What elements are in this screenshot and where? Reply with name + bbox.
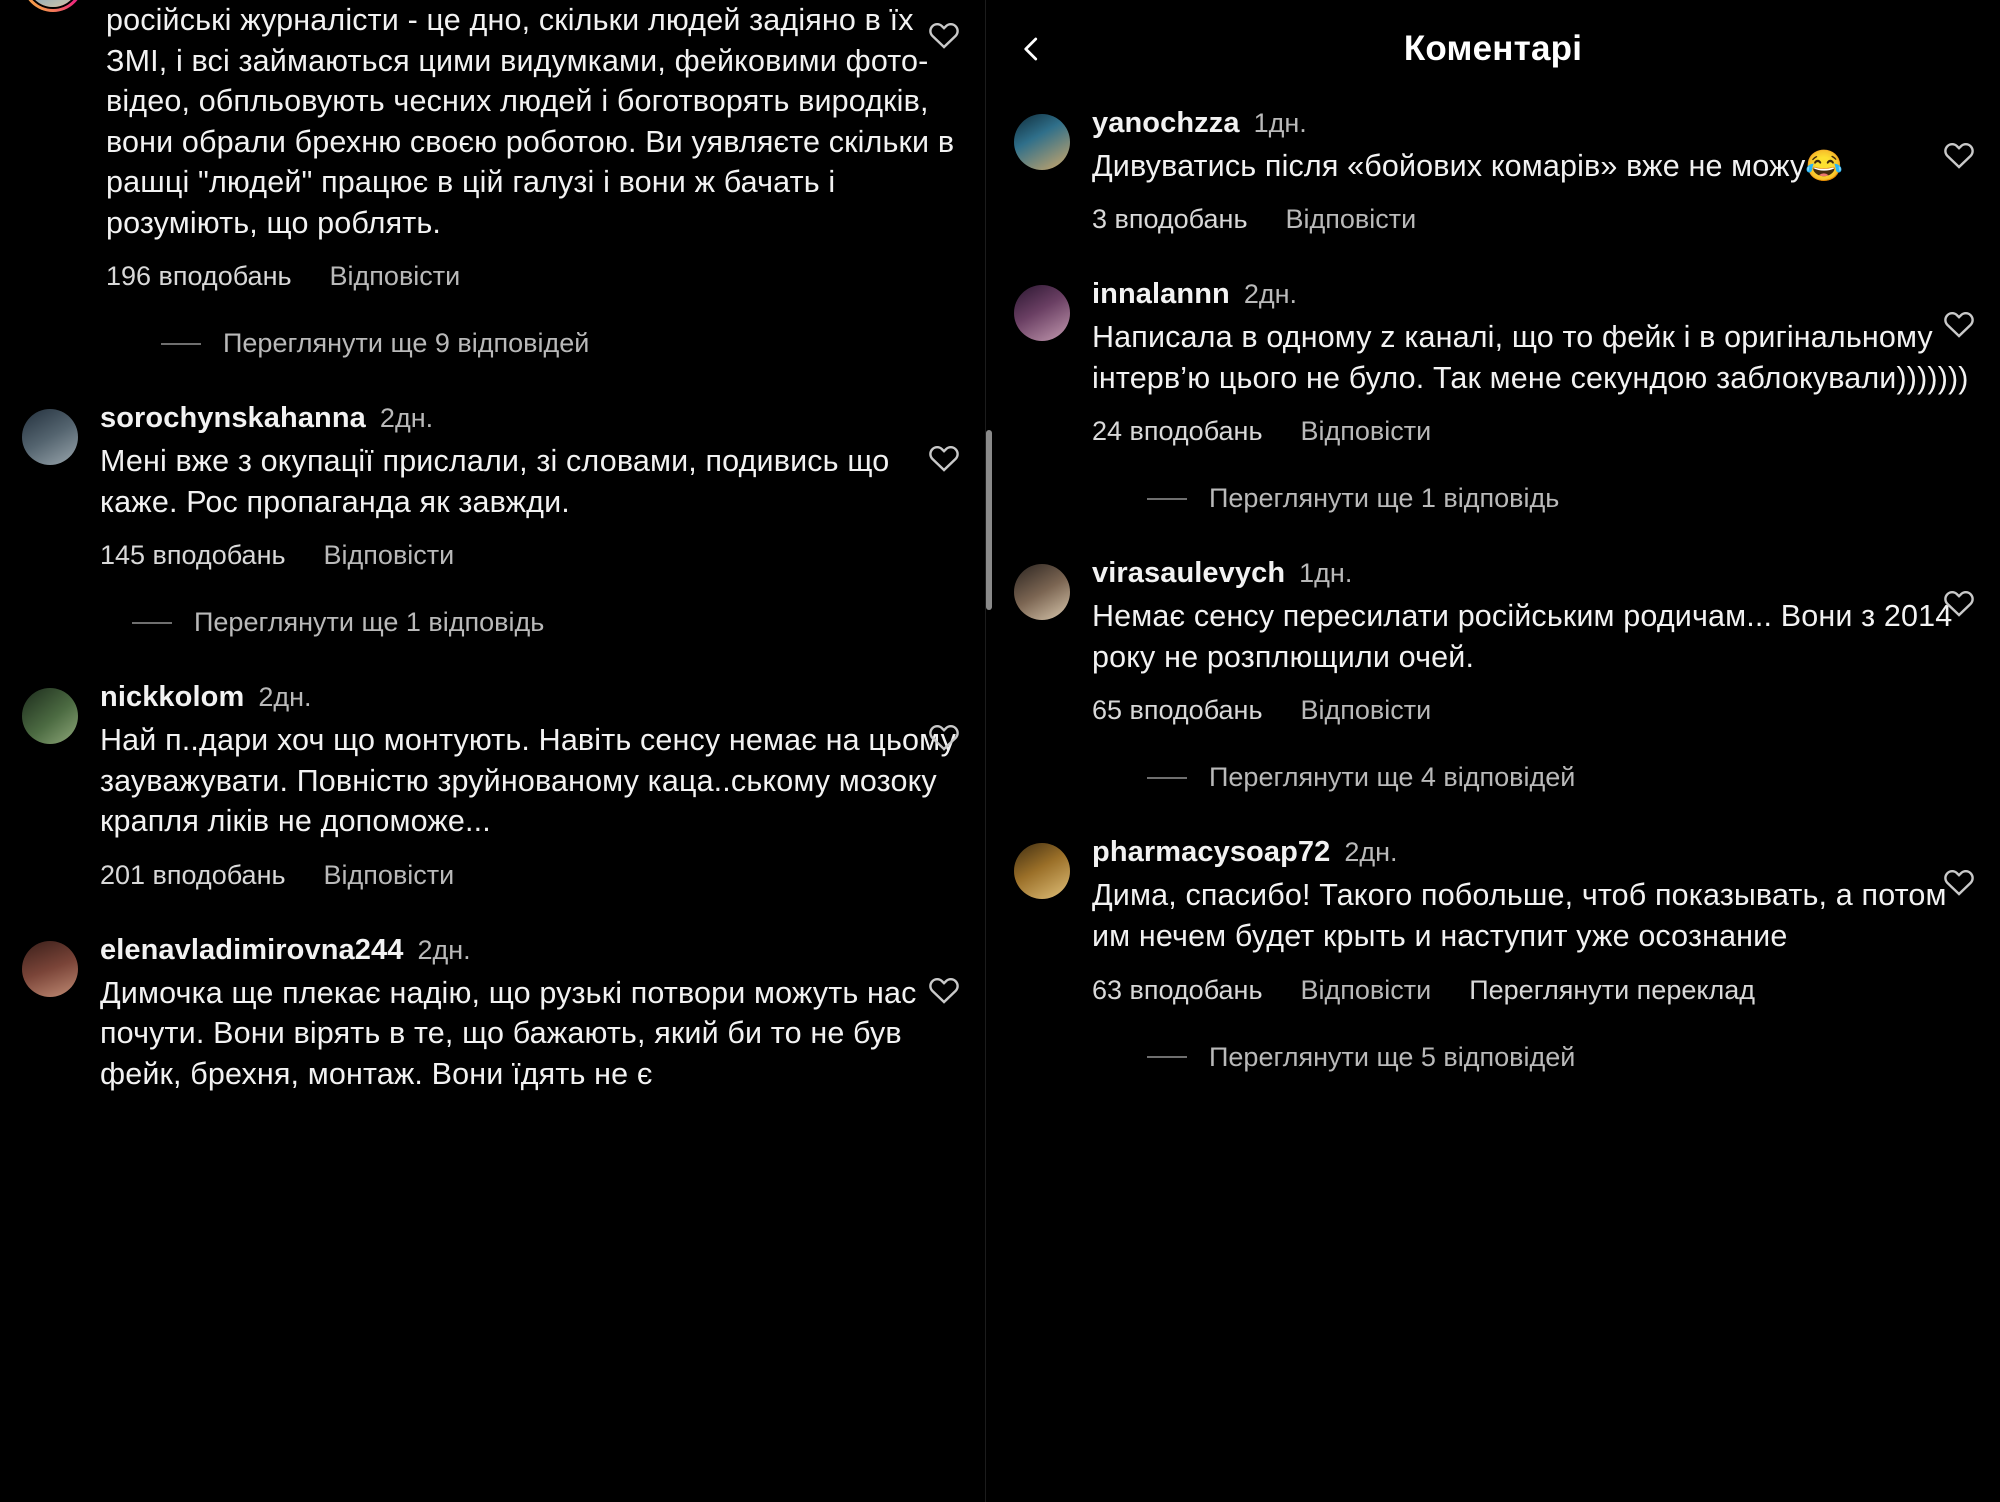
- view-replies-label: Переглянути ще 9 відповідей: [223, 328, 590, 359]
- view-replies-button[interactable]: [100, 607, 965, 638]
- dash-icon: [1147, 777, 1187, 779]
- heart-icon[interactable]: [927, 441, 961, 475]
- dash-icon: [1147, 498, 1187, 500]
- like-count[interactable]: 63 вподобань: [1092, 974, 1263, 1005]
- heart-icon[interactable]: [927, 973, 961, 1007]
- comment-meta: [1092, 975, 1980, 1006]
- comment-item: [986, 837, 2000, 1072]
- avatar[interactable]: [1014, 558, 1070, 793]
- comment-item: [986, 558, 2000, 793]
- comment-time: 2дн.: [258, 682, 312, 713]
- comment-text: російські журналісти - це дно, скільки людей задіяно в їх ЗМІ, і всі займаються цими видумками, фейковими фото-відео, обпльовують чесних людей і боготворять виродків, вони обрали брехню своєю роботою. Ви уявляєте скільки в рашці "людей" працює в цій галузі і вони ж бачать і розуміють, що роблять.: [106, 3, 955, 240]
- comment-time: 2дн.: [1243, 279, 1298, 310]
- dash-icon: [161, 343, 201, 345]
- comment-item: [0, 935, 985, 1095]
- comment-text: Дивуватись після «бойових комарів» вже не можу😂: [1092, 148, 1844, 183]
- comment-item: [986, 108, 2000, 235]
- reply-button[interactable]: Відповісти: [323, 540, 455, 571]
- view-replies-label: Переглянути ще 1 відповідь: [1209, 483, 1560, 514]
- dash-icon: [132, 622, 172, 624]
- heart-icon[interactable]: [927, 720, 961, 754]
- reply-button[interactable]: Відповісти: [329, 261, 461, 292]
- reply-button[interactable]: Відповісти: [1300, 695, 1432, 726]
- heart-icon[interactable]: [927, 18, 961, 52]
- comment-item: [0, 403, 985, 638]
- comment-text: Димочка ще плекає надію, що рузькі потвори можуть нас почути. Вони вірять в те, що бажають, який би то не був фейк, брехня, монтаж. Вони їдять не є: [100, 975, 917, 1091]
- comment-meta: [106, 261, 965, 292]
- avatar[interactable]: [1014, 837, 1070, 1072]
- heart-icon[interactable]: [1942, 307, 1976, 341]
- like-count[interactable]: 65 вподобань: [1092, 695, 1263, 726]
- comment-time: 2дн.: [417, 934, 471, 965]
- comment-item: [986, 279, 2000, 514]
- comment-text: Най п..дари хоч що монтують. Навіть сенсу немає на цьому зауважувати. Повністю зруйнованому каца..ському мозоку крапля ліків не допоможе...: [100, 723, 956, 839]
- chevron-left-icon: [1017, 34, 1047, 64]
- like-count[interactable]: 24 вподобань: [1092, 416, 1263, 447]
- heart-icon[interactable]: [1942, 138, 1976, 172]
- comment-username[interactable]: innalannn: [1092, 278, 1230, 311]
- comment-username[interactable]: sorochynskahanna: [100, 402, 366, 435]
- reply-button[interactable]: Відповісти: [1300, 974, 1432, 1005]
- comment-time: 2дн.: [1344, 837, 1398, 868]
- avatar[interactable]: [22, 403, 78, 638]
- view-replies-label: Переглянути ще 1 відповідь: [194, 607, 545, 638]
- page-title: Коментарі: [1403, 29, 1583, 68]
- dash-icon: [1147, 1056, 1187, 1058]
- comment-meta: [100, 860, 965, 891]
- comment-text: Немає сенсу пересилати російським родичам... Вони з 2014 року не розплющили очей.: [1092, 599, 1953, 674]
- like-count[interactable]: 145 вподобань: [100, 540, 286, 571]
- see-translation-button[interactable]: Переглянути переклад: [1469, 974, 1755, 1005]
- comment-time: 1дн.: [1299, 558, 1353, 589]
- comment-time: 1дн.: [1253, 108, 1307, 138]
- reply-button[interactable]: Відповісти: [1300, 416, 1432, 447]
- avatar[interactable]: [1014, 108, 1070, 235]
- comment-text: Написала в одному z каналі, що то фейк і в оригінальному інтерв’ю цього не було. Так мене секундою заблокували))))))): [1092, 320, 1969, 395]
- comment-item: [0, 0, 985, 359]
- comment-meta: [1092, 416, 1980, 447]
- comment-username[interactable]: elenavladimirovna244: [100, 933, 404, 966]
- comment-username[interactable]: virasaulevych: [1092, 557, 1286, 590]
- comment-meta: [1092, 204, 1980, 235]
- comment-meta: [100, 540, 965, 571]
- avatar[interactable]: [22, 0, 84, 359]
- comment-text: Дима, спасибо! Такого побольше, чтоб показывать, а потом им нечем будет крыть и наступит уже осознание: [1092, 878, 1947, 953]
- view-replies-button[interactable]: [1092, 762, 1980, 793]
- view-replies-label: Переглянути ще 4 відповідей: [1209, 762, 1576, 793]
- avatar[interactable]: [1014, 279, 1070, 514]
- reply-button[interactable]: Відповісти: [323, 859, 455, 890]
- avatar[interactable]: [22, 682, 78, 891]
- comment-time: 2дн.: [379, 403, 434, 434]
- like-count[interactable]: 3 вподобань: [1092, 204, 1248, 235]
- heart-icon[interactable]: [1942, 865, 1976, 899]
- heart-icon[interactable]: [1942, 586, 1976, 620]
- comment-username[interactable]: nickkolom: [100, 681, 245, 714]
- view-replies-label: Переглянути ще 5 відповідей: [1209, 1041, 1576, 1072]
- view-replies-button[interactable]: [1092, 483, 1980, 514]
- comment-username[interactable]: yanochzza: [1092, 107, 1240, 139]
- comment-meta: [1092, 695, 1980, 726]
- comments-header: [986, 0, 2000, 98]
- view-replies-button[interactable]: [1092, 1042, 1980, 1073]
- comment-text: Мені вже з окупації прислали, зі словами, подивись що каже. Рос пропаганда як завжди.: [100, 444, 890, 519]
- comment-username[interactable]: pharmacysoap72: [1092, 836, 1331, 869]
- left-comments-panel: [0, 0, 985, 1502]
- reply-button[interactable]: Відповісти: [1285, 204, 1417, 235]
- like-count[interactable]: 201 вподобань: [100, 859, 286, 890]
- view-replies-button[interactable]: [106, 328, 965, 359]
- avatar[interactable]: [22, 935, 78, 1095]
- like-count[interactable]: 196 вподобань: [106, 261, 292, 292]
- comment-item: [0, 682, 985, 891]
- right-comments-panel: [985, 0, 2000, 1502]
- back-button[interactable]: [1010, 27, 1054, 71]
